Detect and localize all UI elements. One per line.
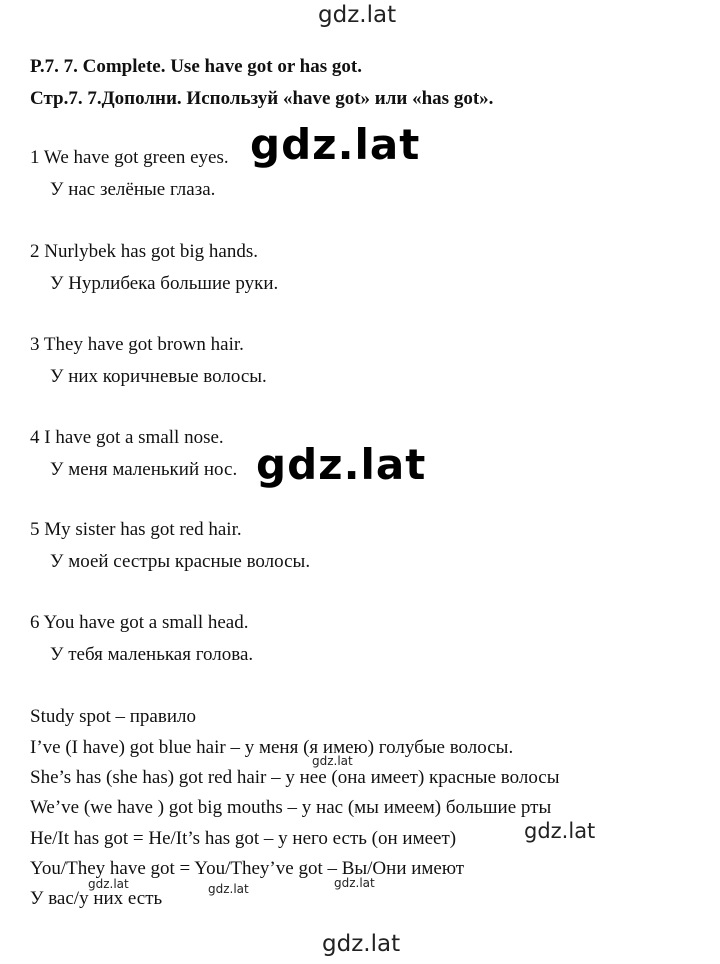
watermark-big-2: gdz.lat xyxy=(256,440,427,489)
exercise-2-english: 2 Nurlybek has got big hands. xyxy=(30,241,258,262)
watermark-small-1: gdz.lat xyxy=(312,754,353,768)
study-spot-title: Study spot – правило xyxy=(30,706,196,727)
study-spot-line-2: She’s has (she has) got red hair – у нее (она имеет) красные волосы xyxy=(30,767,560,788)
watermark-bottom: gdz.lat xyxy=(322,931,401,957)
exercise-1-russian: У нас зелёные глаза. xyxy=(50,179,216,200)
study-spot-line-5: You/They have got = You/They’ve got – Вы/Они имеют xyxy=(30,858,465,879)
exercise-4-english: 4 I have got a small nose. xyxy=(30,427,224,448)
exercise-6-english: 6 You have got a small head. xyxy=(30,612,249,633)
watermark-mid-right: gdz.lat xyxy=(524,819,596,843)
watermark-small-3: gdz.lat xyxy=(208,882,249,896)
study-spot-line-1: I’ve (I have) got blue hair – у меня (я имею) голубые волосы. xyxy=(30,737,514,758)
study-spot-line-4: He/It has got = He/It’s has got – у него есть (он имеет) xyxy=(30,828,457,849)
study-spot-line-3: We’ve (we have ) got big mouths – у нас (мы имеем) большие рты xyxy=(30,797,552,818)
study-spot-line-6: У вас/у них есть xyxy=(30,888,163,909)
heading-english: P.7. 7. Complete. Use have got or has got. xyxy=(30,56,362,77)
heading-russian: Стр.7. 7.Дополни. Используй «have got» или «has got». xyxy=(30,88,494,109)
exercise-1-english: 1 We have got green eyes. xyxy=(30,147,229,168)
exercise-4-russian: У меня маленький нос. xyxy=(50,459,238,480)
exercise-2-russian: У Нурлибека большие руки. xyxy=(50,273,279,294)
exercise-5-russian: У моей сестры красные волосы. xyxy=(50,551,311,572)
watermark-big-1: gdz.lat xyxy=(250,120,421,169)
watermark-small-2: gdz.lat xyxy=(88,877,129,891)
exercise-6-russian: У тебя маленькая голова. xyxy=(50,644,254,665)
exercise-3-english: 3 They have got brown hair. xyxy=(30,334,244,355)
watermark-small-4: gdz.lat xyxy=(334,876,375,890)
exercise-3-russian: У них коричневые волосы. xyxy=(50,366,267,387)
watermark-top: gdz.lat xyxy=(318,2,397,28)
exercise-5-english: 5 My sister has got red hair. xyxy=(30,519,242,540)
